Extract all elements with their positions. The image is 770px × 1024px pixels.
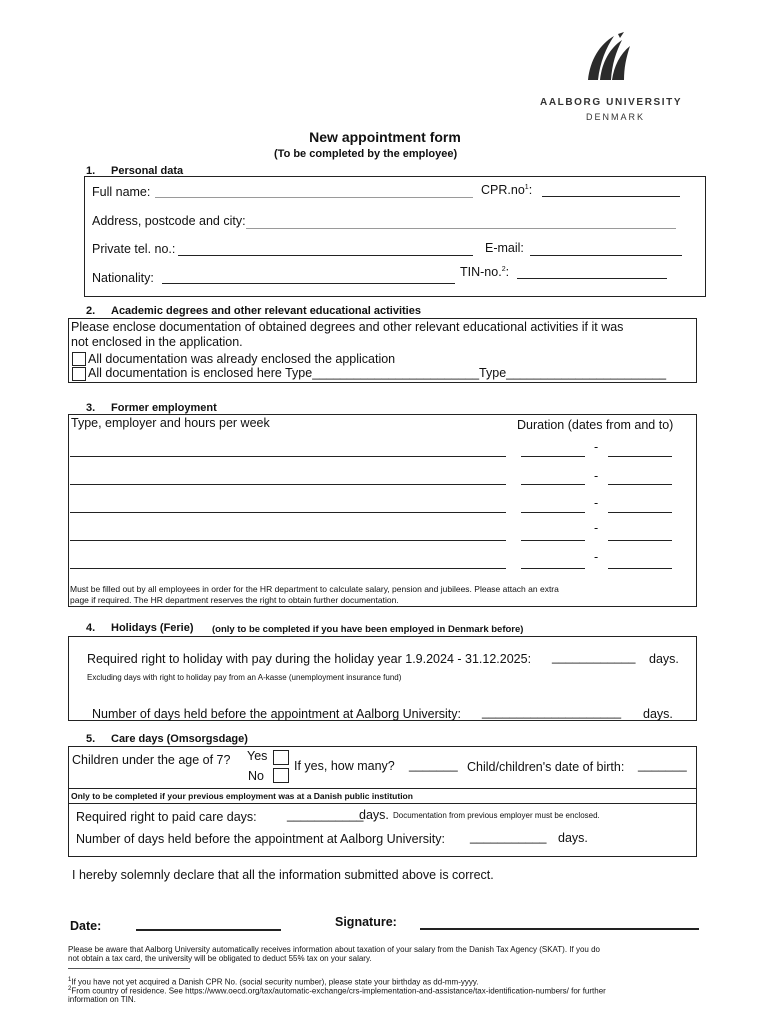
footnote-1-mark: 1 [68, 977, 72, 983]
section-5-number: 5. [86, 733, 96, 745]
footnote-2 [68, 986, 606, 996]
section-2-heading: Academic degrees and other relevant educational activities [111, 305, 421, 317]
date-field[interactable] [136, 929, 281, 931]
employment-row-5-to[interactable] [608, 568, 672, 569]
employment-row-5-from[interactable] [521, 568, 585, 569]
footnote-1-text: If you have not yet acquired a Danish CPR No. (social security number), please state your birthday as dd-mm-yyyy. [71, 977, 479, 987]
holiday-required-field[interactable]: ____________ [552, 650, 636, 664]
employment-row-3-from[interactable] [521, 512, 585, 513]
date-label: Date: [70, 919, 102, 933]
employment-row-5-dash: - [594, 550, 599, 564]
footnote-2-mark: 2 [68, 986, 72, 992]
signature-label: Signature: [335, 915, 397, 929]
children-no-checkbox[interactable] [273, 768, 289, 783]
docs-already-enclosed-checkbox[interactable] [72, 352, 86, 366]
logo-country: DENMARK [586, 112, 646, 122]
children-no-label: No [248, 769, 264, 783]
section-1-heading: Personal data [111, 165, 184, 177]
child-dob-field[interactable]: _______ [638, 758, 687, 772]
employment-row-3-dash: - [594, 496, 599, 510]
employment-row-1-field[interactable] [70, 456, 506, 457]
holiday-exclusion-note: Excluding days with right to holiday pay from an A-kasse (unemployment insurance fund) [87, 673, 402, 682]
address-field[interactable] [246, 228, 676, 229]
employment-col-duration: Duration (dates from and to) [517, 418, 674, 432]
employment-row-1-from[interactable] [521, 456, 585, 457]
how-many-field[interactable]: _______ [409, 758, 458, 772]
footnote-divider [68, 968, 190, 969]
email-label: E-mail: [485, 241, 524, 255]
care-days-held-unit: days. [558, 831, 588, 845]
footnote-2-cont: information on TIN. [68, 995, 136, 1004]
tax-notice-line1: Please be aware that Aalborg University automatically receives information about taxation of your salary from the Danish Tax Agency (SKAT). If you do [68, 945, 600, 954]
nationality-field[interactable] [162, 283, 455, 284]
cpr-footnote-ref: 1 [524, 183, 529, 191]
full-name-field[interactable] [155, 197, 473, 198]
docs-enclosed-here-label: All documentation is enclosed here Type________________________Type_______________________ [88, 366, 667, 380]
child-dob-label: Child/children's date of birth: [467, 760, 625, 774]
employment-row-4-field[interactable] [70, 540, 506, 541]
section-1-number: 1. [86, 165, 96, 177]
page-subtitle: (To be completed by the employee) [274, 148, 458, 160]
holiday-held-days: days. [643, 707, 673, 721]
employment-row-1-to[interactable] [608, 456, 672, 457]
docs-enclosed-here-checkbox[interactable] [72, 367, 86, 381]
care-days-held-field[interactable]: ___________ [470, 830, 547, 844]
email-field[interactable] [530, 255, 682, 256]
employment-row-5-field[interactable] [70, 568, 506, 569]
employment-row-1-dash: - [594, 440, 599, 454]
employment-box [68, 414, 697, 607]
public-institution-note: Only to be completed if your previous employment was at a Danish public institution [71, 791, 413, 801]
address-label: Address, postcode and city: [92, 214, 246, 228]
how-many-label: If yes, how many? [294, 759, 395, 773]
employment-row-2-from[interactable] [521, 484, 585, 485]
tel-field[interactable] [178, 255, 473, 256]
logo-name: AALBORG UNIVERSITY [540, 97, 683, 108]
children-yes-label: Yes [247, 749, 268, 763]
education-intro-line1: Please enclose documentation of obtained degrees and other relevant educational activities if it was [71, 320, 624, 334]
holiday-required-days: days. [649, 652, 679, 666]
paid-care-days-label: Required right to paid care days: [76, 810, 257, 824]
employment-row-4-dash: - [594, 521, 599, 535]
paid-care-days-unit: days. [359, 808, 389, 822]
section-3-number: 3. [86, 402, 96, 414]
tin-footnote-ref: 2 [501, 265, 506, 273]
section-4-heading: Holidays (Ferie) [111, 622, 194, 634]
employment-row-2-dash: - [594, 469, 599, 483]
holiday-held-field[interactable]: ____________________ [482, 705, 622, 719]
employment-note-line1: Must be filled out by all employees in order for the HR department to calculate salary, pension and jubilees. Please attach an extra [70, 584, 559, 594]
tax-notice-line2: not obtain a tax card, the university will be obligated to deduct 55% tax on your salary. [68, 954, 372, 963]
care-days-divider [68, 788, 697, 789]
page-title: New appointment form [309, 129, 461, 145]
cpr-label-colon: : [528, 183, 533, 197]
section-5-heading: Care days (Omsorgsdage) [111, 733, 248, 745]
section-2-number: 2. [86, 305, 96, 317]
employment-row-4-to[interactable] [608, 540, 672, 541]
full-name-label: Full name: [92, 185, 151, 199]
care-days-held-label: Number of days held before the appointment at Aalborg University: [76, 832, 445, 846]
employment-col-type: Type, employer and hours per week [71, 416, 270, 430]
paid-care-days-field[interactable]: ___________ [287, 808, 364, 822]
cpr-label-text: CPR.no [481, 183, 525, 197]
section-3-heading: Former employment [111, 402, 217, 414]
cpr-field[interactable] [542, 196, 680, 197]
education-intro-line2: not enclosed in the application. [71, 335, 243, 349]
children-under-7-label: Children under the age of 7? [72, 753, 231, 767]
signature-field[interactable] [420, 928, 699, 930]
cpr-label [481, 183, 532, 197]
employment-row-2-field[interactable] [70, 484, 506, 485]
docs-already-enclosed-label: All documentation was already enclosed the application [88, 352, 396, 366]
employment-row-2-to[interactable] [608, 484, 672, 485]
section-4-heading-note: (only to be completed if you have been employed in Denmark before) [212, 624, 524, 635]
care-days-divider-2 [68, 803, 697, 804]
employment-note-line2: page if required. The HR department reserves the right to obtain further documentation. [70, 595, 399, 605]
declaration-text: I hereby solemnly declare that all the information submitted above is correct. [72, 868, 494, 882]
holiday-required-label: Required right to holiday with pay during the holiday year 1.9.2024 - 31.12.2025: [87, 652, 532, 666]
children-yes-checkbox[interactable] [273, 750, 289, 765]
footnote-2-text: From country of residence. See https://www.oecd.org/tax/automatic-exchange/crs-implementation-and-assistance/tax-identification-numbers/ for further [71, 986, 606, 996]
employment-row-3-field[interactable] [70, 512, 506, 513]
tin-label-text: TIN-no. [460, 265, 502, 279]
employment-row-4-from[interactable] [521, 540, 585, 541]
nationality-label: Nationality: [92, 271, 154, 285]
section-4-number: 4. [86, 622, 96, 634]
tel-label: Private tel. no.: [92, 242, 176, 256]
paid-care-days-doc-note: Documentation from previous employer must be enclosed. [393, 811, 600, 820]
employment-row-3-to[interactable] [608, 512, 672, 513]
aalborg-logo-icon [584, 30, 636, 82]
holiday-held-label: Number of days held before the appointment at Aalborg University: [92, 707, 461, 721]
tin-field[interactable] [517, 278, 667, 279]
tin-label [460, 265, 509, 279]
tin-label-colon: : [505, 265, 510, 279]
